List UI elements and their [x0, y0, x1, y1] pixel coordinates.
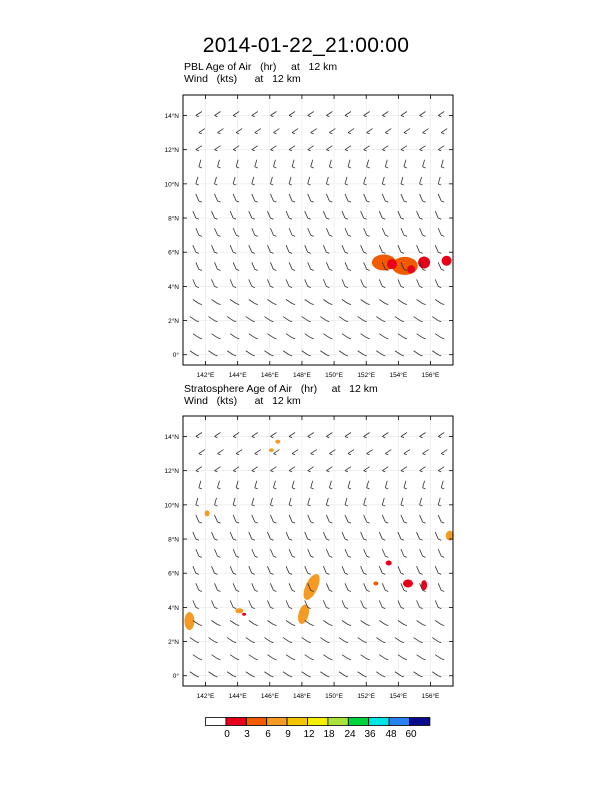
y-tick-label: 14°N	[164, 113, 179, 121]
colorbar	[205, 717, 431, 727]
x-tick-label: 154°E	[389, 693, 408, 700]
y-tick-label: 10°N	[164, 502, 179, 510]
x-tick-label: 150°E	[325, 372, 343, 379]
x-tick-label: 156°E	[421, 693, 440, 700]
colorbar-label: 18	[323, 729, 335, 740]
x-tick-label: 144°E	[228, 372, 247, 379]
y-tick-label: 8°N	[168, 215, 179, 223]
colorbar-label: 60	[405, 729, 417, 740]
y-tick-label: 6°N	[168, 570, 179, 578]
x-tick-label: 144°E	[228, 693, 247, 700]
colorbar-swatch	[389, 718, 409, 726]
age-of-air-patch	[269, 448, 274, 452]
colorbar-label: 9	[285, 729, 291, 740]
x-tick-label: 146°E	[260, 693, 279, 700]
age-of-air-patch	[407, 265, 415, 273]
age-of-air-patch	[275, 440, 280, 444]
y-tick-label: 2°N	[168, 318, 179, 326]
age-of-air-patch	[242, 613, 246, 616]
y-tick-label: 0°	[172, 673, 179, 681]
age-of-air-patch	[235, 608, 243, 613]
colorbar-label: 3	[244, 729, 250, 740]
x-tick-label: 156°E	[421, 372, 440, 379]
panel2-title-line1: Stratosphere Age of Air (hr) at 12 km	[184, 383, 378, 395]
x-tick-label: 154°E	[389, 372, 408, 379]
age-of-air-patch	[442, 256, 452, 266]
colorbar-label: 48	[385, 729, 397, 740]
y-tick-label: 6°N	[168, 249, 179, 257]
x-tick-label: 142°E	[196, 372, 215, 379]
y-tick-label: 4°N	[168, 604, 179, 612]
colorbar-label: 12	[303, 729, 315, 740]
x-tick-label: 148°E	[293, 372, 311, 379]
stratosphere-age-of-air-map	[150, 411, 460, 701]
age-of-air-patch	[373, 581, 378, 585]
colorbar-swatch	[369, 718, 389, 726]
age-of-air-patch	[205, 510, 210, 516]
colorbar-swatch	[410, 718, 430, 726]
colorbar-swatch	[287, 718, 307, 726]
colorbar-swatch	[206, 718, 226, 726]
x-tick-label: 148°E	[293, 693, 311, 700]
y-tick-label: 4°N	[168, 283, 179, 291]
y-tick-label: 14°N	[164, 434, 179, 442]
panel2-title-line2: Wind (kts) at 12 km	[184, 395, 301, 407]
colorbar-swatch	[246, 718, 266, 726]
x-tick-label: 152°E	[357, 693, 376, 700]
y-tick-label: 2°N	[168, 639, 179, 647]
plot-title: 2014-01-22_21:00:00	[202, 34, 410, 57]
colorbar-swatch	[328, 718, 348, 726]
y-tick-label: 0°	[172, 352, 179, 360]
colorbar-label: 36	[364, 729, 376, 740]
colorbar-label: 0	[224, 729, 230, 740]
colorbar-label: 24	[344, 729, 356, 740]
colorbar-swatch	[348, 718, 368, 726]
age-of-air-patch	[184, 612, 194, 630]
y-tick-label: 12°N	[164, 468, 179, 476]
pbl-age-of-air-map	[150, 90, 460, 380]
x-tick-label: 142°E	[196, 693, 215, 700]
age-of-air-patch	[386, 560, 392, 565]
colorbar-swatch	[267, 718, 287, 726]
panel1-title-line2: Wind (kts) at 12 km	[184, 73, 301, 85]
age-of-air-patch	[387, 259, 397, 269]
colorbar-swatch	[308, 718, 328, 726]
y-tick-label: 10°N	[164, 181, 179, 189]
x-tick-label: 146°E	[260, 372, 279, 379]
y-tick-label: 12°N	[164, 147, 179, 155]
x-tick-label: 150°E	[325, 693, 343, 700]
y-tick-label: 8°N	[168, 536, 179, 544]
colorbar-label: 6	[265, 729, 271, 740]
panel1-title-line1: PBL Age of Air (hr) at 12 km	[184, 61, 338, 73]
colorbar-swatch	[226, 718, 246, 726]
x-tick-label: 152°E	[357, 372, 376, 379]
age-of-air-patch	[403, 579, 413, 587]
